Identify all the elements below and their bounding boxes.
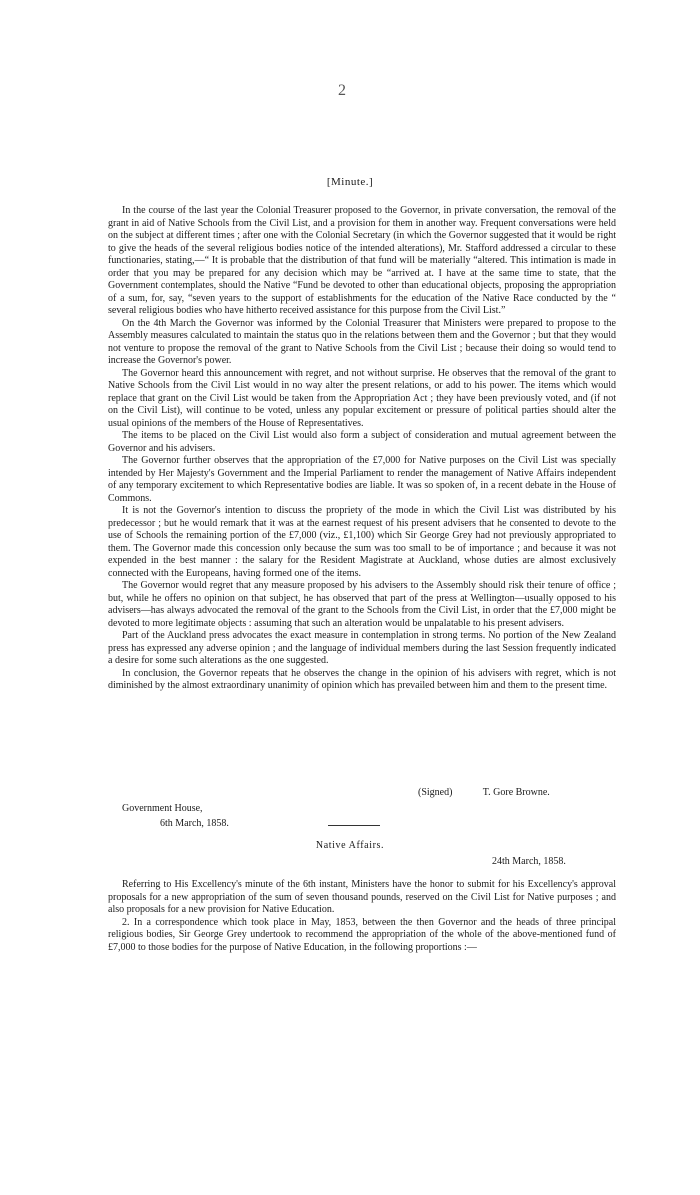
native-affairs-paragraph-1: Referring to His Excellency's minute of the 6th instant, Ministers have the honor to submit for his Excellency's approval proposals for a new appropriation of the sum of seven thousand pounds, reserved on the Civil List for Native purposes ; and also proposals for a new provision for Native Education. — [108, 879, 616, 915]
minute-paragraph-7: The Governor would regret that any measure proposed by his advisers to the Assembly should risk their tenure of office ; but, while he offers no opinion on that subject, he has observed that part of the press at Wellington—usually opposed to his advisers—has always advocated the removal of the grant to the Schools from the Civil List, in order that the £7,000 might be devoted to more legitimate objects : assuming that such an alteration would be unpalatable to his present advisers. — [108, 580, 616, 629]
minute-paragraph-9: In conclusion, the Governor repeats that he observes the change in the opinion of his advisers with regret, which is not diminished by the almost extraordinary unanimity of opinion which has prevailed between him and them to the present time. — [108, 667, 616, 691]
minute-place: Government House, — [122, 803, 203, 814]
native-affairs-heading: Native Affairs. — [315, 840, 385, 851]
minute-paragraph-2: On the 4th March the Governor was informed by the Colonial Treasurer that Ministers were prepared to propose to the Assembly measures calculated to maintain the status quo in the relations between them and the Governor ; but that they would not venture to propose the removal of the grant to Native Schools from the Civil List ; because their doing so would tend to increase the Governor's power. — [108, 317, 616, 366]
section-divider — [328, 825, 380, 826]
minute-heading: [Minute.] — [326, 176, 374, 188]
signatory-name: T. Gore Browne. — [482, 787, 550, 798]
native-affairs-paragraph-2: 2. In a correspondence which took place in May, 1853, between the then Governor and the heads of three principal religious bodies, Sir George Grey undertook to recommend the appropriation of the whole of the above-mentioned fund of £7,000 to those bodies for the purpose of Native Education, in the following proportions :— — [108, 916, 616, 953]
minute-paragraph-3: The Governor heard this announcement with regret, and not without surprise. He observes that the removal of the grant to Native Schools from the Civil List would in no way alter the present relations, or add to his power. The items which would replace that grant on the Civil List would be taken from the Appropriation Act ; they have been previously voted, and (if not on the Civil List), will continue to be voted, unless any popular excitement or pressure of political parties should alter the usual opinions of the members of the House of Representatives. — [108, 367, 616, 429]
signed-label: (Signed) — [418, 787, 453, 798]
minute-paragraph-4: The items to be placed on the Civil List would also form a subject of consideration and mutual agreement between the Governor and his advisers. — [108, 430, 616, 454]
minute-paragraph-6: It is not the Governor's intention to discuss the propriety of the mode in which the Civil List was distributed by his predecessor ; but he would remark that it was at the earnest request of his present advisers that he consented to devote to the use of Schools the remaining portion of the £7,000 (viz., £1,100) which Sir George Grey had not previously appropriated to them. The Governor made this concession only because the sum was too small to be of importance ; and because it was not expended in the best manner : the salary for the Resident Magistrate at Auckland, whose duties are almost exclusively connected with the Europeans, having formed one of the items. — [108, 505, 616, 579]
minute-paragraph-1: In the course of the last year the Colonial Treasurer proposed to the Governor, in private conversation, the removal of the grant in aid of Native Schools from the Civil List, and a provision for them in another way. Frequent conversations were held on the subject at different times ; after one with the Colonial Secretary (in which the Governor suggested that it would be right to give the heads of the several religious bodies notice of the intended alterations), Mr. Stafford addressed a circular to these functionaries, stating,—“ It is probable that the distribution of that fund will be materially “altered. This intimation is made in order that you may be prepared for any decision which may be “arrived at. I have at the same time to state, that the Government contemplates, should the Native “Fund be devoted to other than educational objects, proposing the appropriation of a sum, for, say, “seven years to the support of establishments for the education of the Native Race conducted by the “ several religious bodies who have hitherto received assistance for this purpose from the Civil List.” — [108, 205, 616, 316]
native-affairs-body — [108, 879, 616, 954]
minute-body — [108, 205, 616, 693]
native-affairs-date: 24th March, 1858. — [492, 856, 566, 867]
minute-date: 6th March, 1858. — [160, 818, 229, 829]
signature-line — [418, 787, 578, 798]
minute-dateline — [122, 801, 229, 831]
minute-paragraph-8: Part of the Auckland press advocates the exact measure in contemplation in strong terms. No portion of the New Zealand press has expressed any adverse opinion ; and the language of individual members during the last Session frequently indicated a desire for some such alterations as the one suggested. — [108, 630, 616, 666]
minute-paragraph-5: The Governor further observes that the appropriation of the £7,000 for Native purposes on the Civil List was specially intended by Her Majesty's Government and the Imperial Parliament to render the management of Native Affairs independent of any temporary excitement to which Representative bodies are liable. It was so spoken of, in a recent debate in the House of Commons. — [108, 455, 616, 504]
page-number: 2 — [338, 82, 346, 99]
